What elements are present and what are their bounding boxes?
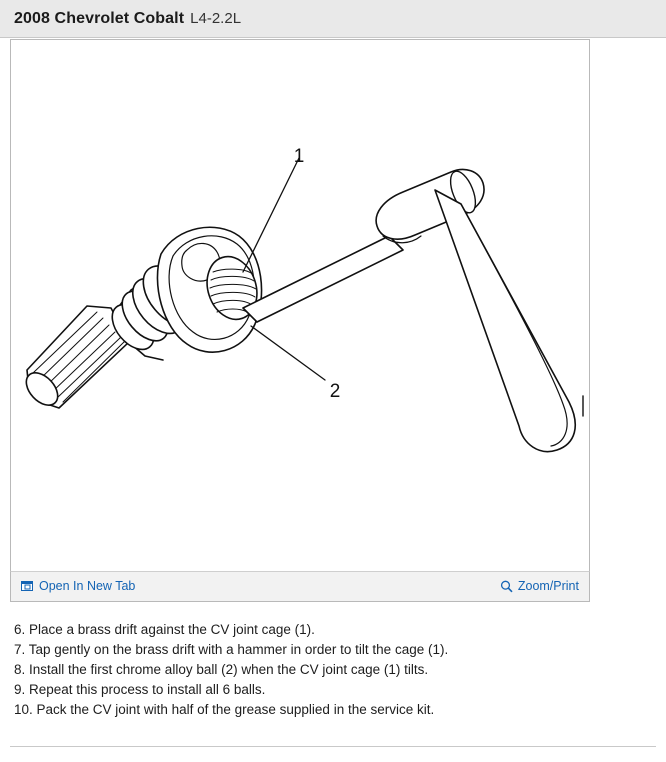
zoom-print-button[interactable] bbox=[500, 580, 579, 593]
step-item: 6. Place a brass drift against the CV joint cage (1). bbox=[14, 622, 315, 637]
section-divider bbox=[10, 746, 656, 747]
open-in-new-tab-label: Open In New Tab bbox=[39, 579, 136, 594]
new-window-icon bbox=[21, 580, 34, 593]
magnifier-icon bbox=[500, 580, 513, 593]
step-item: 10. Pack the CV joint with half of the grease supplied in the service kit. bbox=[14, 702, 435, 717]
procedure-steps bbox=[14, 620, 634, 720]
callout-label-1: 1 bbox=[293, 146, 305, 167]
step-item: 8. Install the first chrome alloy ball (2) when the CV joint cage (1) tilts. bbox=[14, 662, 429, 677]
callout-label-2: 2 bbox=[329, 381, 341, 402]
illustration-canvas bbox=[10, 39, 590, 571]
page-header bbox=[0, 0, 666, 38]
open-in-new-tab-button[interactable] bbox=[21, 580, 135, 593]
vehicle-title: 2008 Chevrolet Cobalt bbox=[14, 9, 185, 27]
zoom-print-label: Zoom/Print bbox=[517, 579, 579, 594]
step-item: 9. Repeat this process to install all 6 balls. bbox=[14, 682, 266, 697]
illustration-panel bbox=[10, 39, 590, 602]
step-item: 7. Tap gently on the brass drift with a hammer in order to tilt the cage (1). bbox=[14, 642, 449, 657]
image-toolbar bbox=[10, 571, 590, 602]
cv-joint-diagram bbox=[11, 40, 589, 570]
vehicle-engine: L4-2.2L bbox=[190, 10, 242, 27]
